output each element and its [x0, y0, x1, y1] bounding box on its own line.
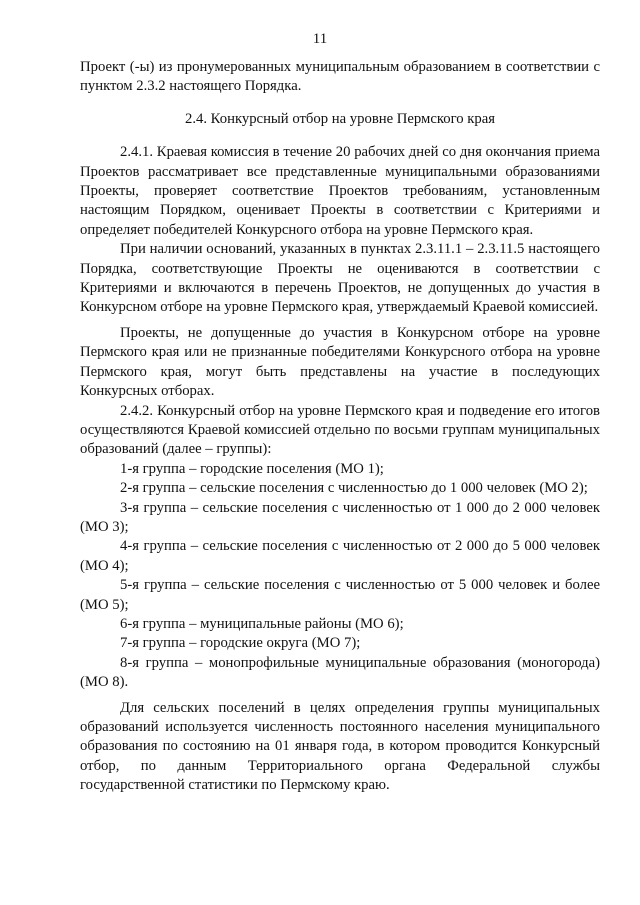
paragraph-2-4-2: 2.4.2. Конкурсный отбор на уровне Пермского края и подведение его итогов осуществляются Краевой комиссией отдельно по восьми группам муниципальных образований (далее – группы):	[80, 402, 600, 458]
paragraph-population-basis: Для сельских поселений в целях определения группы муниципальных образований используется численность постоянного населения муниципального образования по состоянию на 01 января года, в котором проводится Конкурсный отбор, по данным Территориального органа Федеральной службы государственной статистики по Пермскому краю.	[80, 699, 600, 794]
section-heading: 2.4. Конкурсный отбор на уровне Пермского края	[184, 110, 496, 127]
paragraph-resubmission: Проекты, не допущенные до участия в Конкурсном отборе на уровне Пермского края или не признанные победителями Конкурсного отбора на уровне Пермского края, могут быть представлены на участие в последующих Конкурсных отборах.	[80, 324, 600, 400]
page-number: 11	[312, 31, 328, 47]
group-item-5: 5-я группа – сельские поселения с численностью от 5 000 человек и более (МО 5);	[80, 577, 600, 613]
paragraph-continuation: Проект (-ы) из пронумерованных муниципальным образованием в соответствии с пунктом 2.3.2 настоящего Порядка.	[80, 59, 600, 95]
document-body	[80, 58, 600, 796]
group-item-1: 1-я группа – городские поселения (МО 1);	[120, 460, 384, 477]
group-item-7: 7-я группа – городские округа (МО 7);	[120, 635, 361, 652]
group-item-8: 8-я группа – монопрофильные муниципальные образования (моногорода) (МО 8).	[80, 654, 600, 691]
group-item-2: 2-я группа – сельские поселения с численностью до 1 000 человек (МО 2);	[120, 480, 588, 497]
paragraph-2-4-1: 2.4.1. Краевая комиссия в течение 20 рабочих дней со дня окончания приема Проектов рассматривает все представленные муниципальными образованиями Проекты, проверяет соответствие Проектов требованиям, установленным настоящим Порядком, оценивает Проекты в соответствии с Критериями и определяет победителей Конкурсного отбора на уровне Пермского края.	[80, 144, 600, 238]
group-item-4: 4-я группа – сельские поселения с численностью от 2 000 до 5 000 человек (МО 4);	[80, 538, 600, 574]
group-item-6: 6-я группа – муниципальные районы (МО 6);	[120, 615, 404, 632]
paragraph-exclusion: При наличии оснований, указанных в пунктах 2.3.11.1 – 2.3.11.5 настоящего Порядка, соответствующие Проекты не оцениваются в соответствии с Критериями и включаются в перечень Проектов, не допущенных до участия в Конкурсном отборе на уровне Пермского края, утверждаемый Краевой комиссией.	[80, 241, 600, 316]
group-item-3: 3-я группа – сельские поселения с численностью от 1 000 до 2 000 человек (МО 3);	[80, 499, 600, 535]
